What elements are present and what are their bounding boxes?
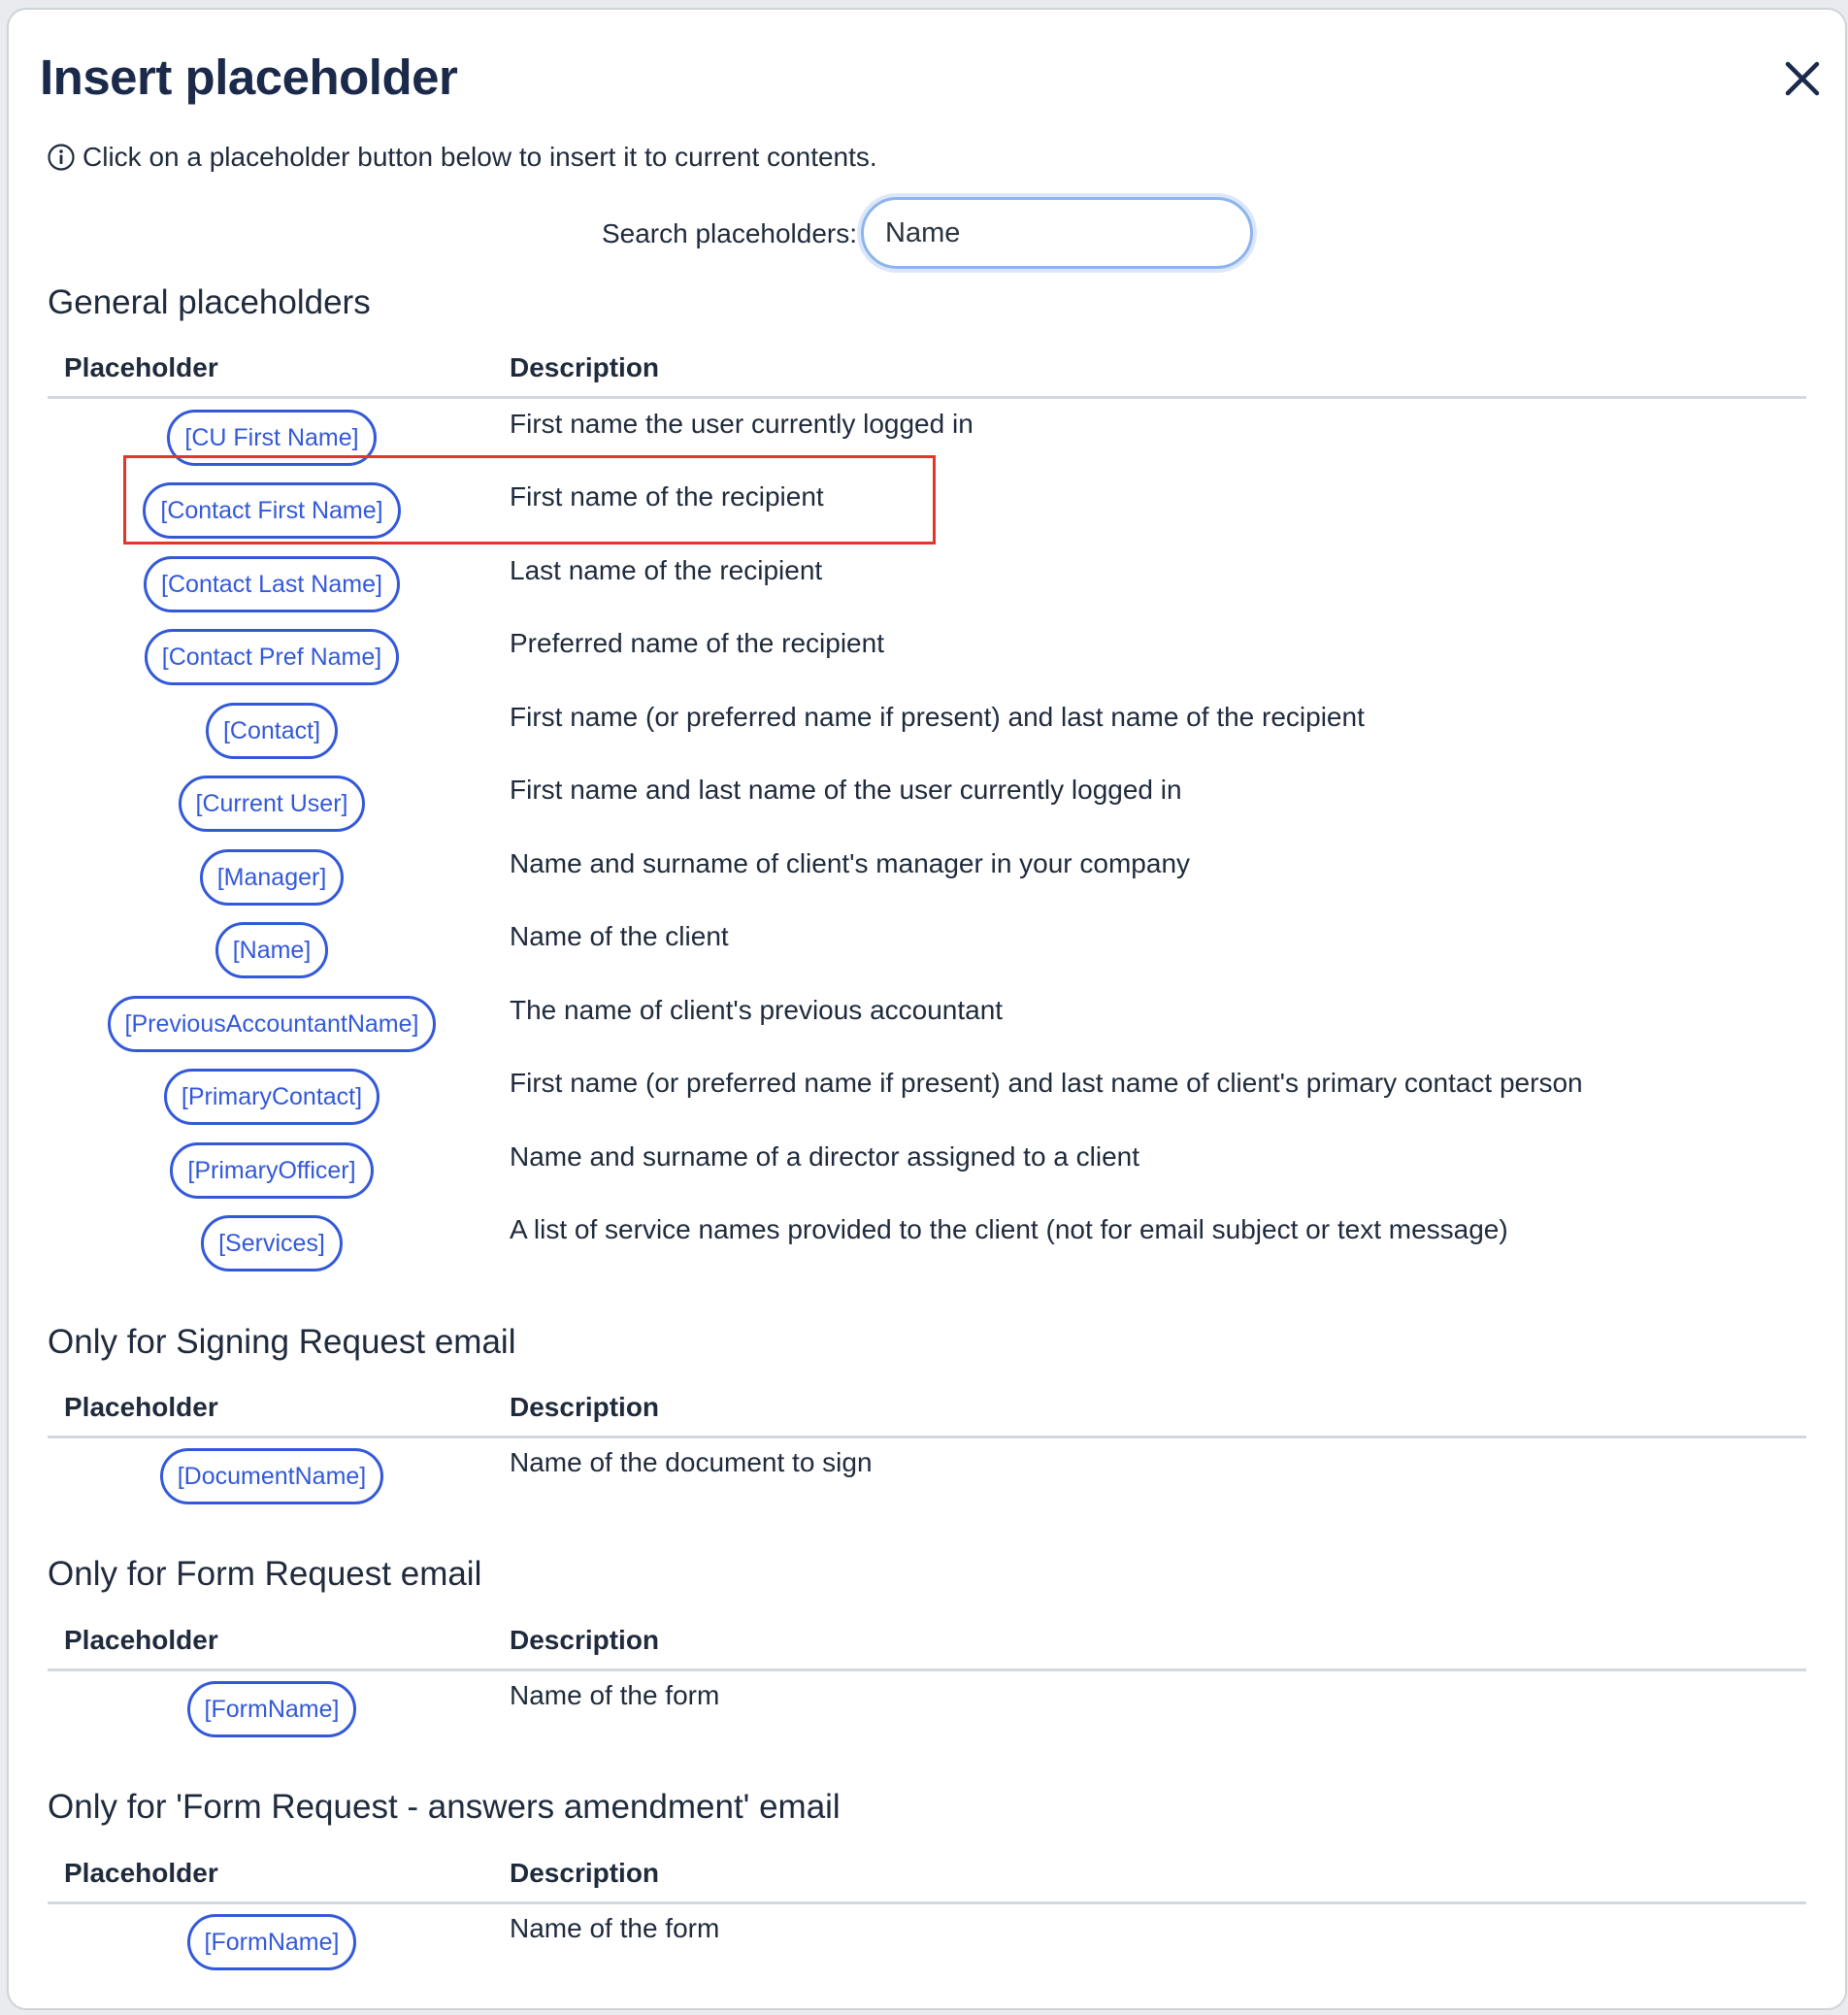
table-row (48, 401, 1806, 475)
column-header-placeholder: Placeholder (64, 1858, 218, 1888)
table-row (48, 987, 1806, 1061)
placeholder-description: A list of service names provided to the client (not for email subject or text message) (510, 1214, 1508, 1244)
table-row (48, 913, 1806, 987)
placeholder-button[interactable]: [Current User] (179, 776, 366, 832)
placeholder-button[interactable]: [Contact First Name] (143, 482, 400, 539)
section-title-signing-request: Only for Signing Request email (48, 1323, 516, 1361)
table-row (48, 1134, 1806, 1207)
table-header (48, 1613, 1806, 1671)
placeholder-button[interactable]: [DocumentName] (160, 1448, 384, 1504)
table-row (48, 767, 1806, 841)
close-button[interactable] (1771, 49, 1833, 111)
placeholder-description: Name of the document to sign (510, 1447, 873, 1477)
placeholder-button[interactable]: [Services] (201, 1215, 343, 1272)
placeholder-description: First name of the recipient (510, 481, 824, 512)
section-title-form-request: Only for Form Request email (48, 1555, 482, 1593)
placeholder-description: First name (or preferred name if present) and last name of client's primary contact person (510, 1068, 1583, 1098)
placeholder-description: Preferred name of the recipient (510, 628, 884, 658)
placeholder-description: The name of client's previous accountant (510, 995, 1004, 1025)
placeholder-description: Name of the form (510, 1913, 720, 1943)
placeholder-description: Name of the client (510, 921, 729, 951)
info-text: Click on a placeholder button below to insert it to current contents. (82, 142, 877, 172)
column-header-description: Description (510, 1392, 660, 1422)
placeholder-description: First name the user currently logged in (510, 409, 974, 439)
column-header-description: Description (510, 1858, 660, 1888)
placeholder-description: Name of the form (510, 1680, 720, 1710)
placeholder-button[interactable]: [PrimaryOfficer] (170, 1142, 373, 1199)
table-header (48, 341, 1806, 399)
section-title-form-request-amendment: Only for 'Form Request - answers amendment' email (48, 1788, 841, 1826)
table-row (48, 841, 1806, 914)
column-header-placeholder: Placeholder (64, 1392, 218, 1422)
search-label: Search placeholders: (601, 218, 857, 248)
column-header-description: Description (510, 1625, 660, 1655)
close-icon (1771, 49, 1833, 111)
column-header-placeholder: Placeholder (64, 1625, 218, 1655)
table-row (48, 1672, 1806, 1746)
table-row (48, 1060, 1806, 1134)
info-icon (47, 143, 76, 172)
info-message (47, 138, 877, 177)
placeholder-button[interactable]: [CU First Name] (167, 410, 376, 466)
placeholder-button[interactable]: [PrimaryContact] (164, 1069, 380, 1125)
table-row (48, 1905, 1806, 1979)
placeholder-description: Name and surname of client's manager in your company (510, 848, 1191, 878)
placeholder-description: Last name of the recipient (510, 555, 823, 585)
placeholder-button[interactable]: [Manager] (200, 849, 345, 906)
placeholder-description: First name and last name of the user currently logged in (510, 775, 1182, 805)
table-row (48, 620, 1806, 694)
table-row (48, 1439, 1806, 1513)
placeholder-description: Name and surname of a director assigned to a client (510, 1141, 1140, 1172)
search-row (9, 197, 1845, 275)
placeholder-description: First name (or preferred name if present) and last name of the recipient (510, 702, 1365, 732)
column-header-placeholder: Placeholder (64, 352, 218, 382)
placeholder-button[interactable]: [Contact Pref Name] (145, 629, 399, 685)
placeholder-button[interactable]: [Contact Last Name] (144, 556, 400, 612)
placeholder-button[interactable]: [FormName] (187, 1681, 357, 1737)
placeholder-button[interactable]: [Contact] (206, 703, 338, 759)
table-header (48, 1846, 1806, 1904)
section-title-general: General placeholders (48, 283, 371, 321)
table-row (48, 1206, 1806, 1280)
table-header (48, 1380, 1806, 1438)
table-row (48, 694, 1806, 768)
insert-placeholder-dialog (7, 8, 1847, 2010)
table-row (48, 474, 1806, 547)
placeholder-button[interactable]: [FormName] (187, 1914, 357, 1970)
column-header-description: Description (510, 352, 660, 382)
search-input[interactable] (861, 197, 1253, 269)
dialog-title: Insert placeholder (40, 50, 458, 105)
placeholder-button[interactable]: [Name] (215, 922, 329, 978)
placeholder-button[interactable]: [PreviousAccountantName] (108, 996, 437, 1052)
table-row (48, 547, 1806, 621)
